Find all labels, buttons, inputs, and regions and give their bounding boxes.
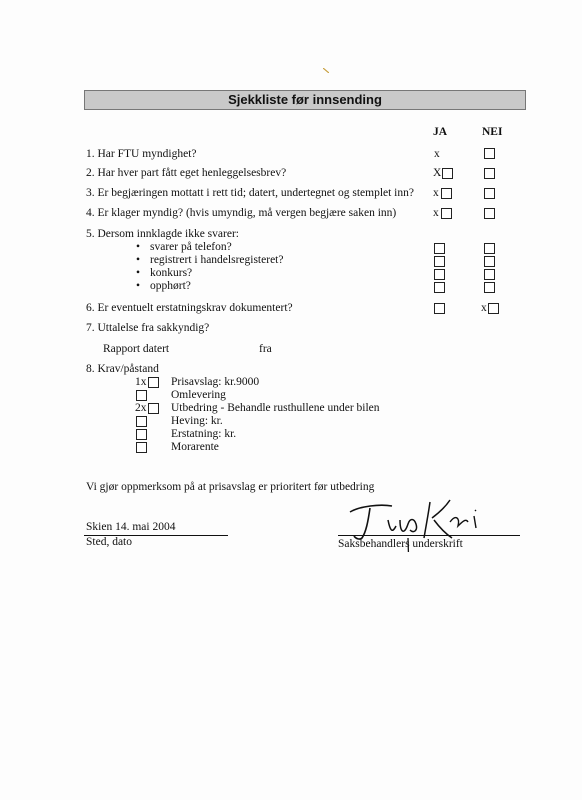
q5-bullet-item: • konkurs? <box>136 267 283 280</box>
claim-checkbox-utbedring[interactable] <box>148 403 159 414</box>
claim-label: Omlevering <box>171 389 226 401</box>
claim-label: Heving: kr. <box>171 415 223 427</box>
q5-ja-checkbox-4[interactable] <box>434 282 445 293</box>
priority-note: Vi gjør oppmerksom på at prisavslag er prioritert før utbedring <box>86 481 375 493</box>
claim-mark: 1x <box>135 376 147 388</box>
question-7: 7. Uttalelse fra sakkyndig? <box>86 322 210 334</box>
q5-bullet-item: • opphørt? <box>136 280 283 293</box>
claim-checkbox-omlevering[interactable] <box>136 390 147 401</box>
page-title: Sjekkliste før innsending <box>228 92 382 107</box>
claim-label: Prisavslag: kr.9000 <box>171 376 260 388</box>
place-date-label: Sted, dato <box>86 536 132 548</box>
signature-label: Saksbehandlers underskrift <box>338 538 463 550</box>
claim-checkbox-prisavslag[interactable] <box>148 377 159 388</box>
column-header-nei: NEI <box>482 126 503 138</box>
claim-checkbox-erstatning[interactable] <box>136 429 147 440</box>
q4-ja-mark: x <box>433 207 439 219</box>
q4-ja-checkbox[interactable] <box>441 208 452 219</box>
q5-bullet-list <box>136 241 283 293</box>
q5-nei-checkbox-2[interactable] <box>484 256 495 267</box>
question-6: 6. Er eventuelt erstatningskrav dokumentert? <box>86 302 293 314</box>
q3-ja-checkbox[interactable] <box>441 188 452 199</box>
q6-nei-checkbox[interactable] <box>488 303 499 314</box>
question-3: 3. Er begjæringen mottatt i rett tid; datert, undertegnet og stemplet inn? <box>86 187 414 199</box>
q2-nei-checkbox[interactable] <box>484 168 495 179</box>
q5-bullet-item: • svarer på telefon? <box>136 241 283 254</box>
q3-ja-mark: x <box>433 187 439 199</box>
stray-mark <box>323 68 329 73</box>
claim-mark: 2x <box>135 402 147 414</box>
claim-label: Morarente <box>171 441 219 453</box>
claim-checkbox-heving[interactable] <box>136 416 147 427</box>
q2-ja-mark: X <box>433 167 442 179</box>
question-5: 5. Dersom innklagde ikke svarer: <box>86 228 239 240</box>
question-2: 2. Har hver part fått eget henleggelsesbrev? <box>86 167 287 179</box>
place-date-value: Skien 14. mai 2004 <box>86 521 176 533</box>
q1-ja-mark: x <box>434 148 440 160</box>
column-header-ja: JA <box>433 126 448 138</box>
q1-nei-checkbox[interactable] <box>484 148 495 159</box>
q6-nei-mark: x <box>481 302 487 314</box>
claim-checkbox-morarente[interactable] <box>136 442 147 453</box>
question-8: 8. Krav/påstand <box>86 363 159 375</box>
q6-ja-checkbox[interactable] <box>434 303 445 314</box>
q5-ja-checkbox-2[interactable] <box>434 256 445 267</box>
q5-nei-checkbox-1[interactable] <box>484 243 495 254</box>
q2-ja-checkbox[interactable] <box>442 168 453 179</box>
q3-nei-checkbox[interactable] <box>484 188 495 199</box>
title-bar <box>84 90 526 110</box>
report-from-label: fra <box>259 343 272 355</box>
handwritten-signature <box>330 482 490 552</box>
question-4: 4. Er klager myndig? (hvis umyndig, må vergen begjære saken inn) <box>86 207 397 219</box>
q5-ja-checkbox-3[interactable] <box>434 269 445 280</box>
q4-nei-checkbox[interactable] <box>484 208 495 219</box>
claim-label: Erstatning: kr. <box>171 428 237 440</box>
q5-bullet-item: • registrert i handelsregisteret? <box>136 254 283 267</box>
claim-label: Utbedring - Behandle rusthullene under bilen <box>171 402 380 414</box>
question-1: 1. Har FTU myndighet? <box>86 148 197 160</box>
q5-nei-checkbox-4[interactable] <box>484 282 495 293</box>
report-date-label: Rapport datert <box>103 343 170 355</box>
q5-ja-checkbox-1[interactable] <box>434 243 445 254</box>
q5-nei-checkbox-3[interactable] <box>484 269 495 280</box>
